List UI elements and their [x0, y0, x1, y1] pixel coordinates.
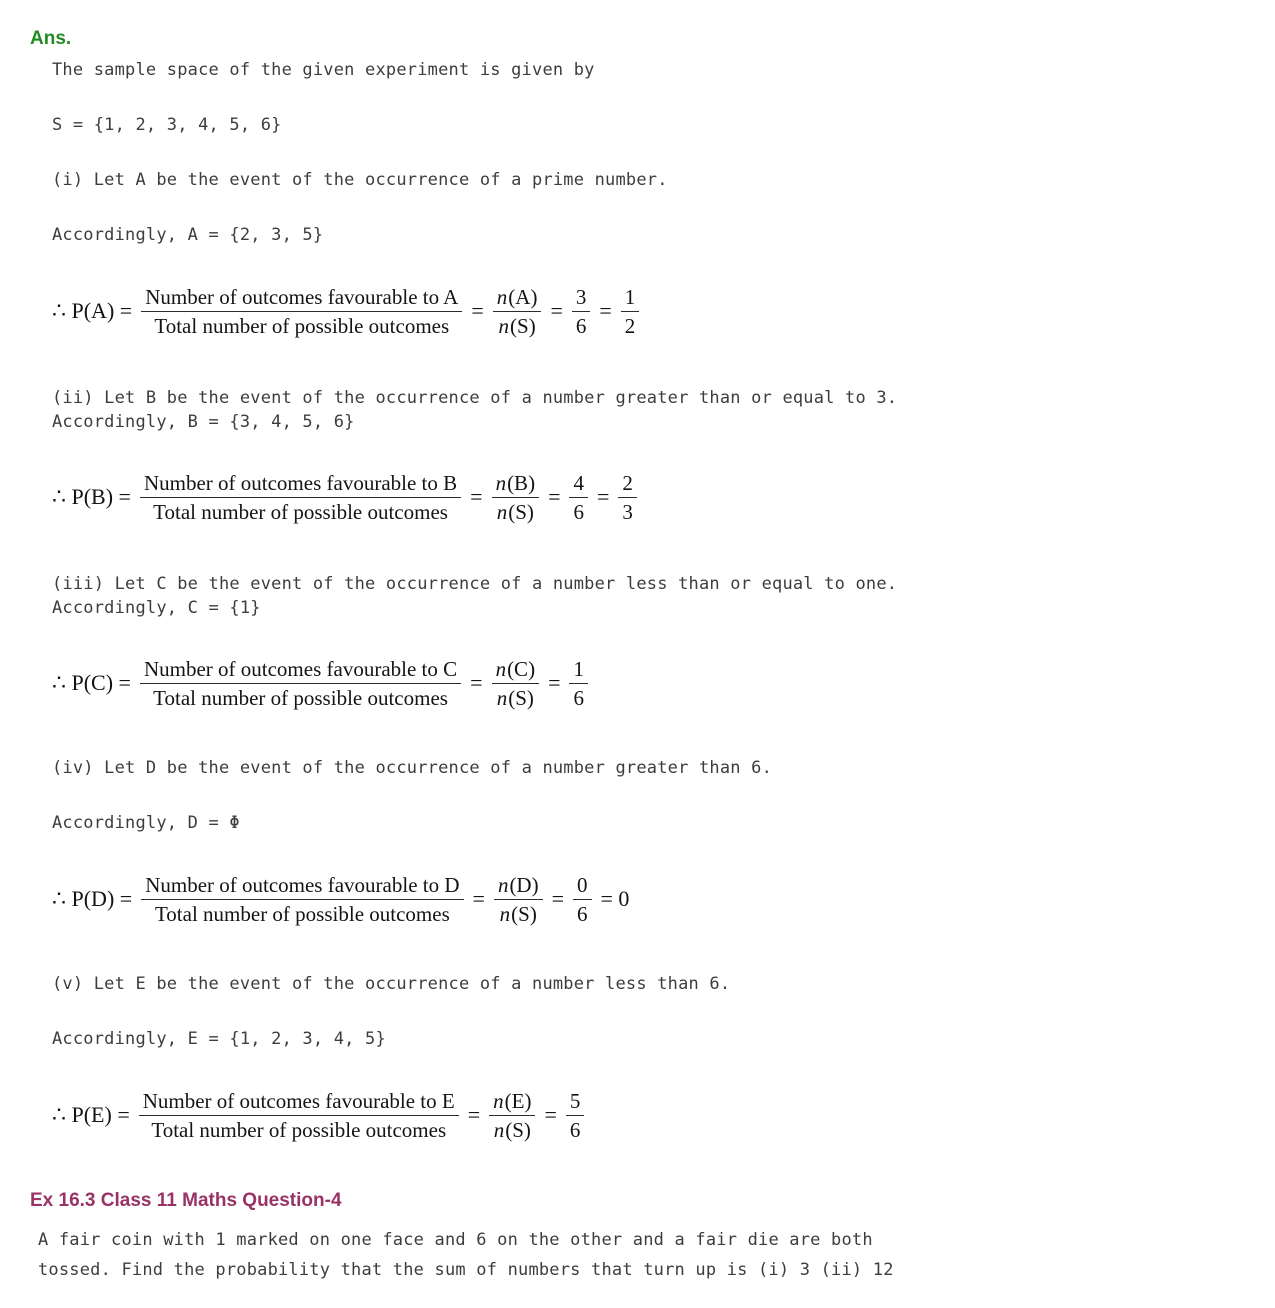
formula-text: ∴ P(B) =	[52, 484, 131, 509]
formula-text: =	[471, 298, 484, 323]
event-statement: (iv) Let D be the event of the occurrence of a number greater than 6.	[52, 758, 773, 778]
accordingly-statement: Accordingly, E = {1, 2, 3, 4, 5}	[52, 1029, 386, 1049]
fraction: $\frac{1}{2}$	[621, 284, 640, 339]
event-statement: (i) Let A be the event of the occurrence of a prime number.	[52, 170, 668, 190]
formula-text: ∴ P(A) =	[52, 298, 133, 323]
fraction: $\frac{5}{6}$	[566, 1088, 585, 1143]
fraction: $\frac{1}{6}$	[569, 656, 588, 711]
sample-space-text: S = {1, 2, 3, 4, 5, 6}	[52, 115, 282, 135]
probability-formula	[52, 868, 1235, 930]
fraction: $\frac{3}{6}$	[572, 284, 591, 339]
fraction: $\frac{4}{6}$	[569, 470, 588, 525]
formula-text: = 0	[600, 886, 630, 911]
formula-text: =	[472, 886, 485, 911]
event-statement: (v) Let E be the event of the occurrence of a number less than 6.	[52, 974, 731, 994]
math-fraction: $\frac{n(B)}{n(S)}$	[492, 470, 540, 525]
math-fraction: $\frac{n(E)}{n(S)}$	[489, 1088, 535, 1143]
solution-section	[52, 974, 1235, 1146]
answer-label: Ans.	[30, 28, 72, 49]
fraction: $\frac{\text{Number of outcomes favourable to B}}{\text{Total number of possible outcomes}}$	[140, 470, 461, 525]
probability-formula	[52, 280, 1235, 342]
formula-text: =	[550, 298, 563, 323]
next-question-heading: Ex 16.3 Class 11 Maths Question-4	[30, 1190, 342, 1211]
probability-formula	[52, 1084, 1235, 1146]
accordingly-statement: Accordingly, D = Φ	[52, 813, 240, 833]
formula-text: =	[551, 886, 565, 911]
solution-section	[52, 386, 1235, 528]
formula-text: =	[548, 670, 561, 695]
solution-sections	[52, 170, 1235, 1146]
fraction: $\frac{\text{Number of outcomes favourable to E}}{\text{Total number of possible outcomes}}$	[139, 1088, 459, 1143]
formula-text: ∴ P(D) =	[52, 886, 133, 911]
formula-text: =	[544, 1102, 557, 1127]
fraction: $\frac{\text{Number of outcomes favourable to A}}{\text{Total number of possible outcomes}}$	[141, 284, 462, 339]
probability-formula	[52, 652, 1235, 714]
formula-text: ∴ P(E) =	[52, 1102, 130, 1127]
intro-text: The sample space of the given experiment is given by	[52, 60, 595, 80]
next-question-text	[38, 1225, 1235, 1285]
math-fraction: $\frac{n(C)}{n(S)}$	[492, 656, 540, 711]
fraction: $\frac{0}{6}$	[573, 872, 592, 927]
fraction: $\frac{2}{3}$	[618, 470, 637, 525]
solution-section	[52, 572, 1235, 714]
solution-section	[52, 170, 1235, 342]
event-statement: (iii) Let C be the event of the occurrence of a number less than or equal to one. Accordingly, C = {1}	[52, 574, 898, 618]
question-line: A fair coin with 1 marked on one face and 6 on the other and a fair die are both	[38, 1230, 873, 1250]
question-line: tossed. Find the probability that the sum of numbers that turn up is (i) 3 (ii) 12	[38, 1260, 894, 1280]
fraction: $\frac{\text{Number of outcomes favourable to C}}{\text{Total number of possible outcomes}}$	[140, 656, 461, 711]
math-fraction: $\frac{n(A)}{n(S)}$	[493, 284, 542, 339]
formula-text: =	[467, 1102, 481, 1127]
formula-text: =	[548, 484, 561, 509]
formula-text: =	[470, 484, 483, 509]
formula-text: =	[470, 670, 483, 695]
fraction: $\frac{\text{Number of outcomes favourable to D}}{\text{Total number of possible outcomes}}$	[141, 872, 463, 927]
accordingly-statement: Accordingly, A = {2, 3, 5}	[52, 225, 324, 245]
formula-text: ∴ P(C) =	[52, 670, 131, 695]
formula-text: =	[596, 484, 610, 509]
solution-section	[52, 758, 1235, 930]
probability-formula	[52, 466, 1235, 528]
formula-text: =	[599, 298, 612, 323]
event-statement: (ii) Let B be the event of the occurrence of a number greater than or equal to 3. Accordingly, B = {3, 4, 5, 6}	[52, 388, 898, 432]
math-fraction: $\frac{n(D)}{n(S)}$	[494, 872, 543, 927]
